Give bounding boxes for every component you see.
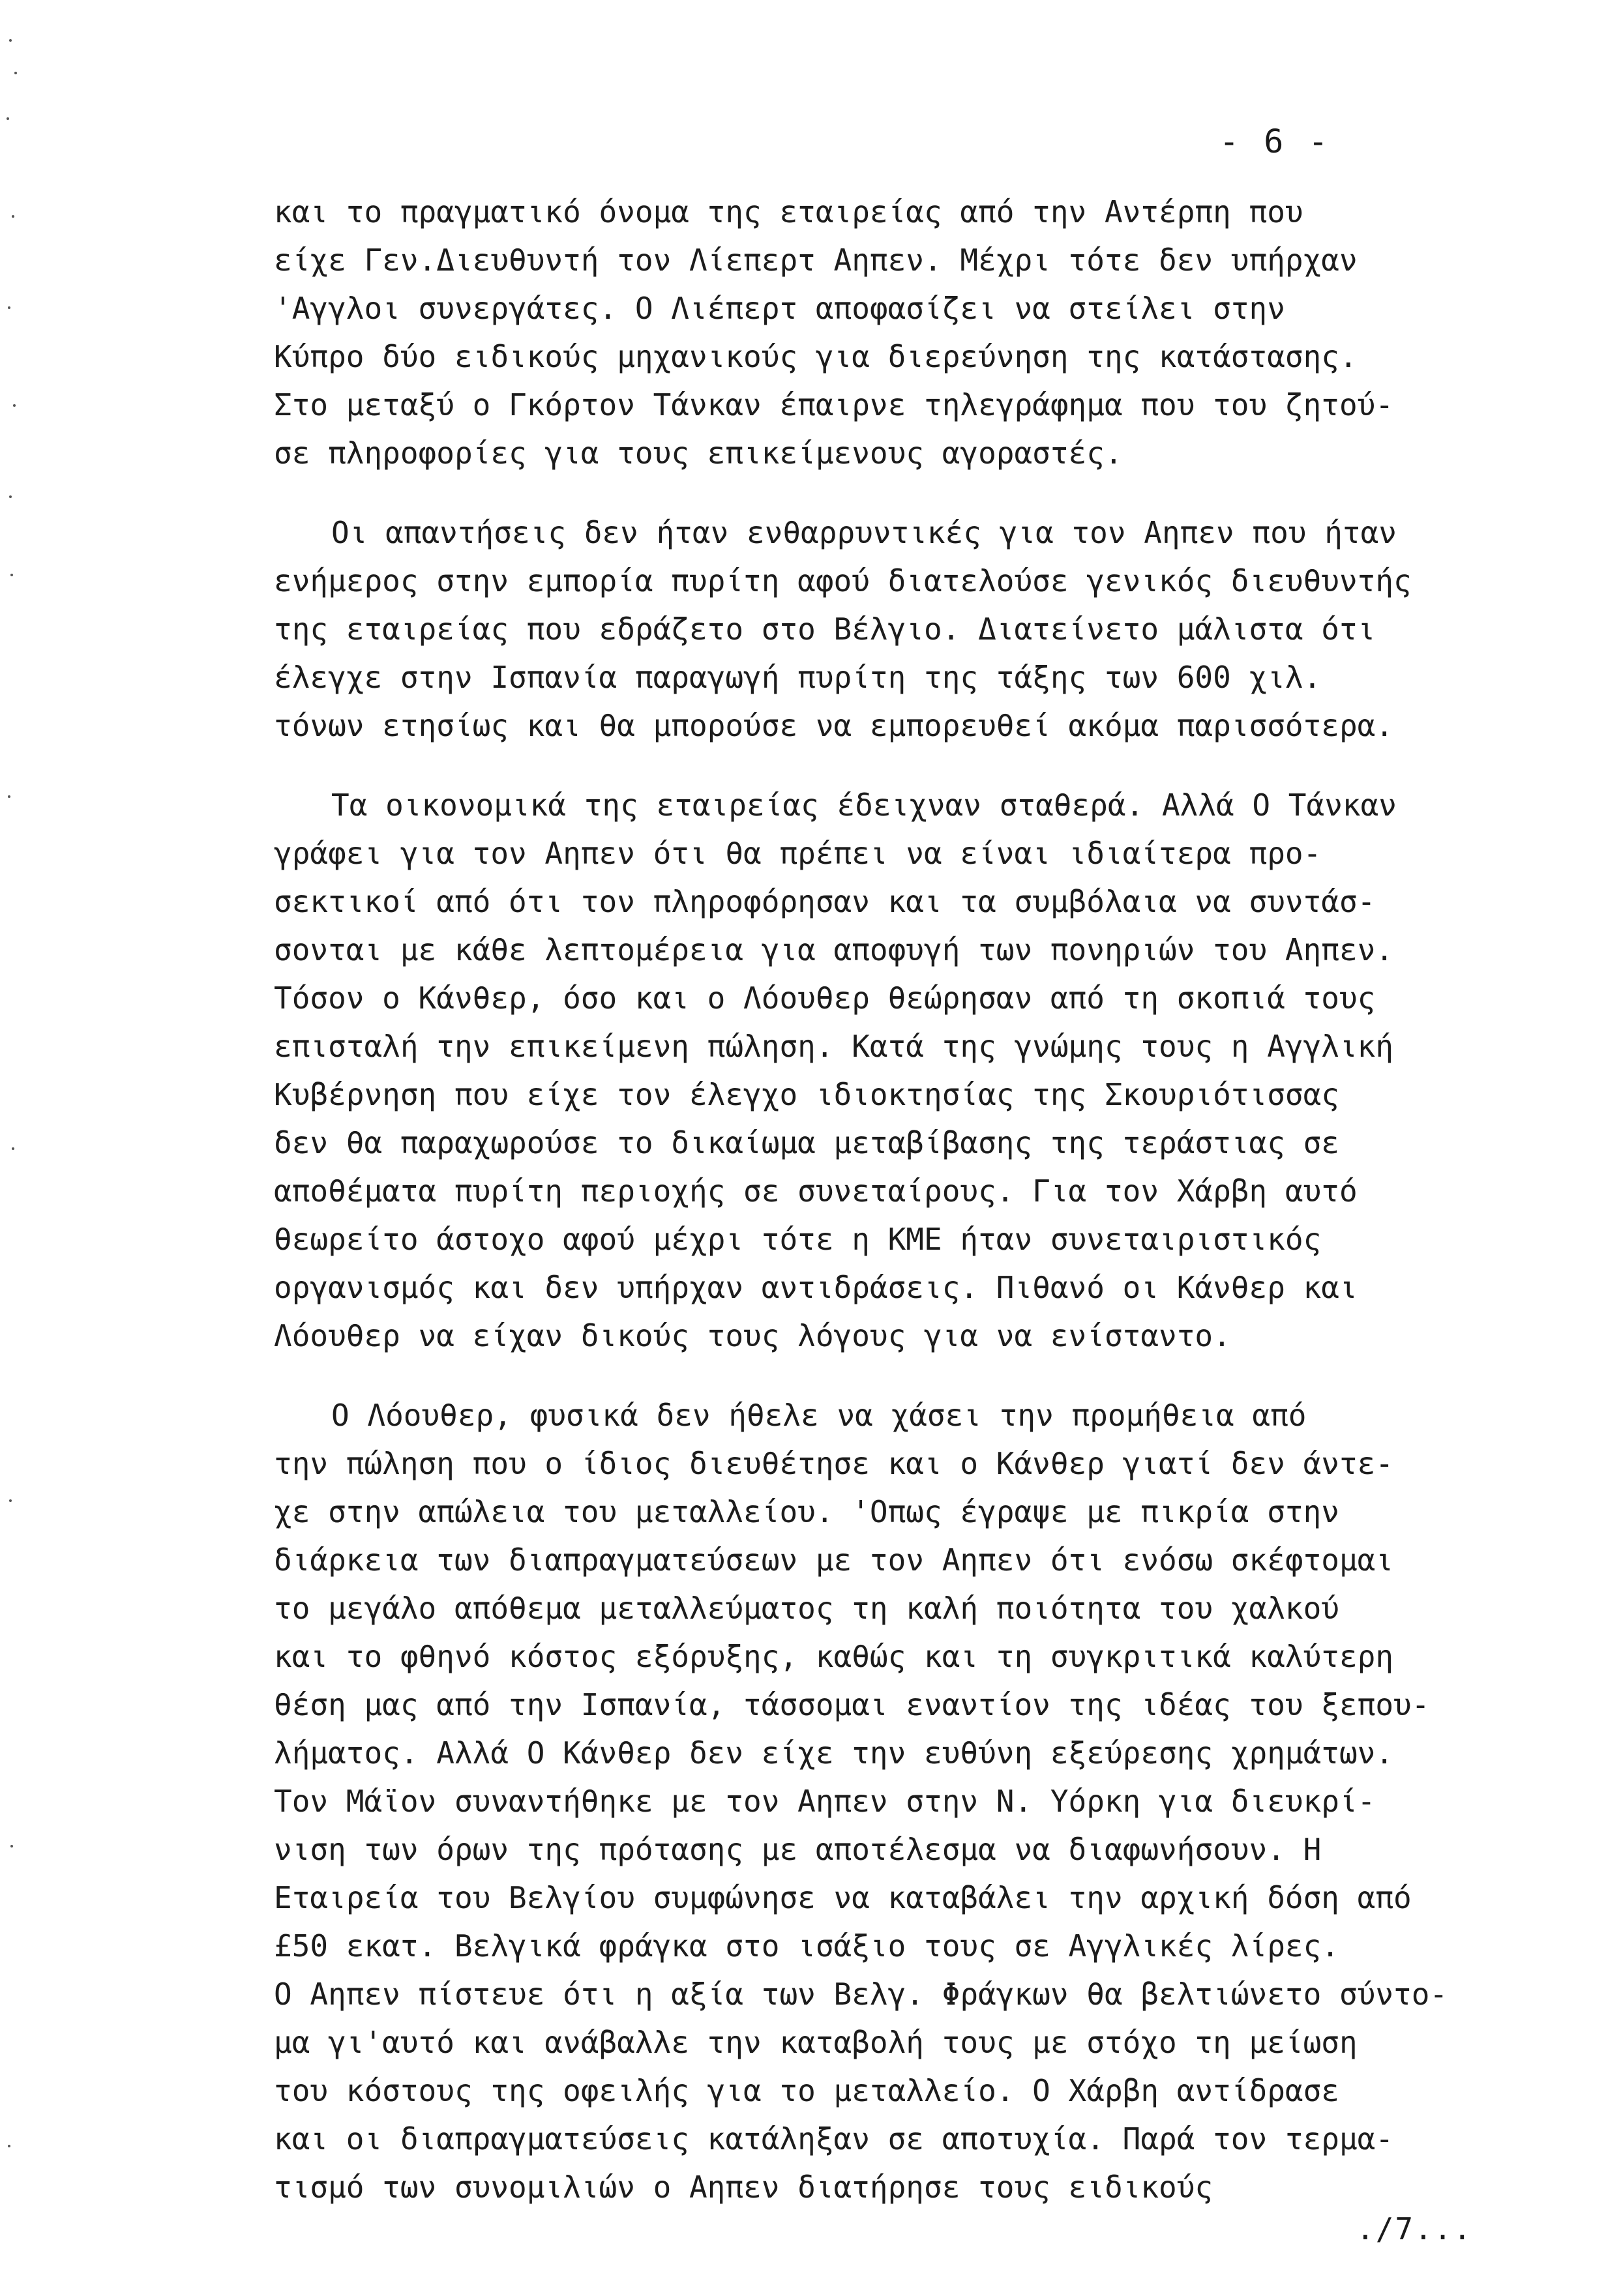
text-line: Τον Μάϊον συναντήθηκε με τον Αηπεν στην Ν. Υόρκη για διευκρί-	[274, 1784, 1376, 1819]
text-line: Κυβέρνηση που είχε τον έλεγχο ιδιοκτησίας της Σκουριότισσας	[274, 1077, 1339, 1112]
text-line: Εταιρεία του Βελγίου συμφώνησε να καταβάλει την αρχική δόση από	[274, 1880, 1412, 1915]
text-line: έλεγχε στην Ισπανία παραγωγή πυρίτη της τάξης των 600 χιλ.	[274, 660, 1322, 695]
continuation-marker: ./7...	[1356, 2211, 1473, 2246]
scan-speck	[9, 495, 12, 498]
text-line: Τα οικονομικά της εταιρείας έδειχναν σταθερά. Αλλά Ο Τάνκαν	[331, 787, 1397, 823]
text-line: Ο Λόουθερ, φυσικά δεν ήθελε να χάσει την προμήθεια από	[331, 1398, 1307, 1433]
text-line: γράφει για τον Αηπεν ότι θα πρέπει να είναι ιδιαίτερα προ-	[274, 836, 1322, 871]
paragraph	[274, 188, 1552, 477]
scan-speck	[12, 1147, 14, 1150]
scan-speck	[9, 1499, 12, 1502]
scan-speck	[8, 795, 10, 798]
text-line: θέση μας από την Ισπανία, τάσσομαι εναντίον της ιδέας του ξεπου-	[274, 1687, 1430, 1722]
scan-speck	[8, 2145, 10, 2147]
text-line: Κύπρο δύο ειδικούς μηχανικούς για διερεύνηση της κατάστασης.	[274, 339, 1358, 374]
text-line: διάρκεια των διαπραγματεύσεων με τον Αηπεν ότι ενόσω σκέφτομαι	[274, 1542, 1394, 1578]
text-line: οργανισμός και δεν υπήρχαν αντιδράσεις. Πιθανό οι Κάνθερ και	[274, 1270, 1358, 1305]
text-line: νιση των όρων της πρότασης με αποτέλεσμα να διαφωνήσουν. Η	[274, 1832, 1322, 1867]
text-line: και το φθηνό κόστος εξόρυξης, καθώς και τη συγκριτικά καλύτερη	[274, 1639, 1394, 1674]
text-line: Στο μεταξύ ο Γκόρτον Τάνκαν έπαιρνε τηλεγράφημα που του ζητού-	[274, 387, 1394, 422]
text-line: χε στην απώλεια του μεταλλείου. 'Οπως έγραψε με πικρία στην	[274, 1494, 1339, 1529]
page-number: - 6 -	[1219, 123, 1331, 160]
text-line: ενήμερος στην εμπορία πυρίτη αφού διατελούσε γενικός διευθυντής	[274, 563, 1412, 598]
text-line: τόνων ετησίως και θα μπορούσε να εμπορευθεί ακόμα παρισσότερα.	[274, 708, 1394, 743]
scan-speck	[14, 72, 17, 74]
scan-speck	[8, 306, 10, 309]
text-line: την πώληση που ο ίδιος διευθέτησε και ο Κάνθερ γιατί δεν άντε-	[274, 1446, 1394, 1481]
text-line: τισμό των συνομιλιών ο Αηπεν διατήρησε τους ειδικούς	[274, 2170, 1213, 2205]
text-line: μα γι'αυτό και ανάβαλλε την καταβολή τους με στόχο τη μείωση	[274, 2025, 1358, 2060]
text-line: είχε Γεν.Διευθυντή τον Λίεπερτ Αηπεν. Μέχρι τότε δεν υπήρχαν	[274, 243, 1358, 278]
text-line: Ο Αηπεν πίστευε ότι η αξία των Βελγ. Φράγκων θα βελτιώνετο σύντο-	[274, 1977, 1448, 2012]
text-line: και το πραγματικό όνομα της εταιρείας από την Αντέρπη που	[274, 194, 1303, 229]
paragraph	[274, 508, 1552, 750]
text-line: το μεγάλο απόθεμα μεταλλεύματος τη καλή ποιότητα του χαλκού	[274, 1591, 1339, 1626]
paragraph	[274, 781, 1552, 1360]
text-line: του κόστους της οφειλής για το μεταλλείο. Ο Χάρβη αντίδρασε	[274, 2073, 1339, 2108]
text-line: και οι διαπραγματεύσεις κατάληξαν σε αποτυχία. Παρά τον τερμα-	[274, 2121, 1394, 2156]
text-line: επισταλή την επικείμενη πώληση. Κατά της γνώμης τους η Αγγλική	[274, 1029, 1394, 1064]
text-line: θεωρείτο άστοχο αφού μέχρι τότε η ΚΜΕ ήταν συνεταιριστικός	[274, 1222, 1322, 1257]
text-line: Οι απαντήσεις δεν ήταν ενθαρρυντικές για τον Αηπεν που ήταν	[331, 515, 1397, 550]
text-line: σεκτικοί από ότι τον πληροφόρησαν και τα συμβόλαια να συντάσ-	[274, 884, 1376, 919]
scan-speck	[7, 117, 9, 120]
text-line: 'Αγγλοι συνεργάτες. Ο Λιέπερτ αποφασίζει να στείλει στην	[274, 291, 1285, 326]
text-line: δεν θα παραχωρούσε το δικαίωμα μεταβίβασης της τεράστιας σε	[274, 1125, 1339, 1160]
text-line: σονται με κάθε λεπτομέρεια για αποφυγή των πονηριών του Αηπεν.	[274, 932, 1394, 967]
scan-speck	[9, 39, 12, 42]
text-line: αποθέματα πυρίτη περιοχής σε συνεταίρους. Για τον Χάρβη αυτό	[274, 1173, 1358, 1209]
text-line: Τόσον ο Κάνθερ, όσο και ο Λόουθερ θεώρησαν από τη σκοπιά τους	[274, 980, 1376, 1016]
scan-speck	[10, 1845, 13, 1847]
scan-speck	[10, 574, 13, 576]
paragraph	[274, 1391, 1552, 2211]
text-line: σε πληροφορίες για τους επικείμενους αγοραστές.	[274, 435, 1123, 471]
scan-speck	[12, 215, 14, 218]
text-line: Λόουθερ να είχαν δικούς τους λόγους για να ενίσταντο.	[274, 1318, 1231, 1353]
scan-speck	[13, 404, 16, 407]
text-line: λήματος. Αλλά Ο Κάνθερ δεν είχε την ευθύνη εξεύρεσης χρημάτων.	[274, 1735, 1394, 1771]
text-line: της εταιρείας που εδράζετο στο Βέλγιο. Διατείνετο μάλιστα ότι	[274, 611, 1376, 647]
left-margin-scan-marks	[0, 0, 39, 2296]
body-text	[274, 188, 1552, 2243]
text-line: £50 εκατ. Βελγικά φράγκα στο ισάξιο τους σε Αγγλικές λίρες.	[274, 1928, 1339, 1964]
